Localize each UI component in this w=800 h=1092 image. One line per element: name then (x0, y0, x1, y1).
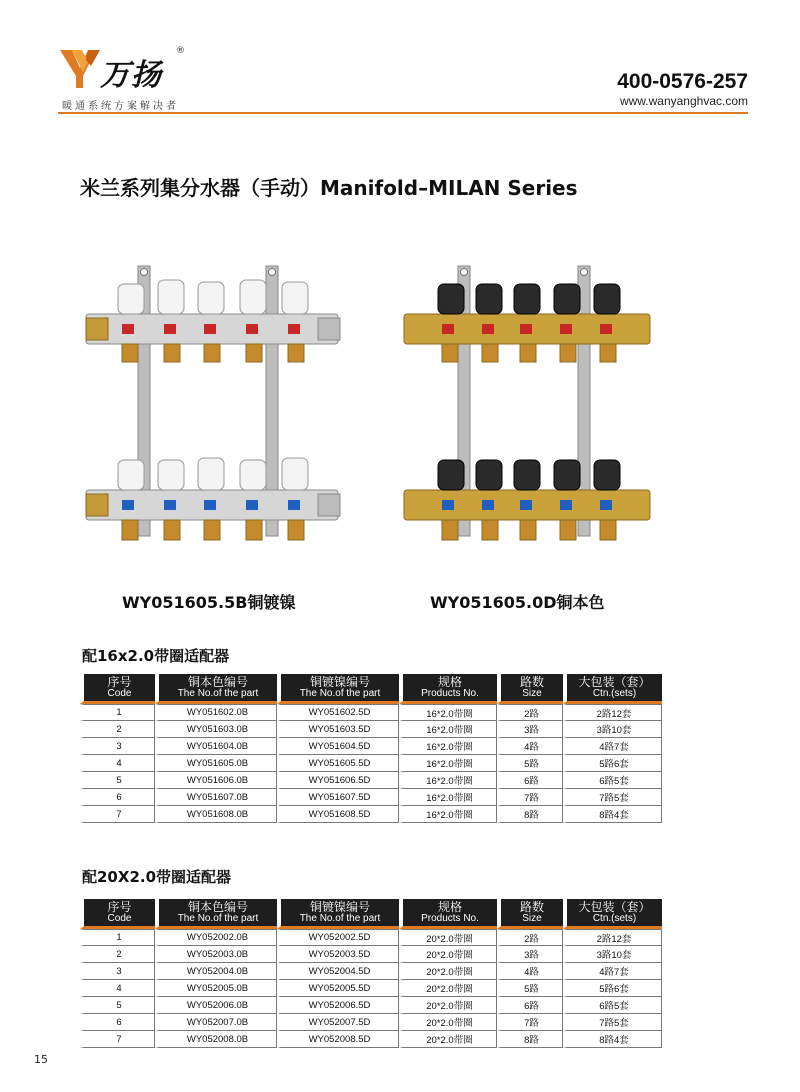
cell-spec: 20*2.0带圈 (399, 946, 497, 963)
brand-name: 万扬 (100, 58, 162, 93)
manifold-brass-image (402, 258, 658, 550)
header-cn: 序号 (107, 675, 132, 689)
cell-spec: 16*2.0带圈 (399, 789, 497, 806)
cell-spec: 20*2.0带圈 (399, 980, 497, 997)
table-row (80, 721, 662, 738)
cell-brass-part: WY052005.0B (155, 980, 277, 997)
cell-carton: 7路5套 (563, 1014, 662, 1031)
header-spec (399, 674, 497, 704)
header-cn: 大包装（套） (578, 675, 651, 689)
header-brass-part (155, 674, 277, 704)
cell-nickel-part: WY051604.5D (277, 738, 399, 755)
cell-brass-part: WY052004.0B (155, 963, 277, 980)
cell-nickel-part: WY052008.5D (277, 1031, 399, 1048)
cell-nickel-part: WY051607.5D (277, 789, 399, 806)
header-cn: 铜镀镍编号 (309, 900, 370, 914)
header-carton (563, 674, 662, 704)
cell-spec: 16*2.0带圈 (399, 704, 497, 721)
manifold-brass-illustration (404, 266, 650, 540)
header-en: The No.of the part (299, 913, 381, 924)
cell-size: 3路 (497, 946, 563, 963)
header-cn: 铜本色编号 (187, 900, 248, 914)
header-brass-part (155, 899, 277, 929)
table-header-row (80, 674, 662, 704)
cell-code: 5 (80, 772, 155, 789)
cell-code: 1 (80, 929, 155, 946)
table-row (80, 806, 662, 823)
spec-table-20 (80, 899, 662, 1048)
header-en: Code (107, 688, 132, 699)
table-title-16: 配16x2.0带圈适配器 (82, 647, 230, 665)
header-en: Products No. (421, 688, 479, 699)
cell-spec: 20*2.0带圈 (399, 929, 497, 946)
product-caption-nickel: WY051605.5B铜镀镍 (122, 593, 296, 612)
cell-nickel-part: WY052002.5D (277, 929, 399, 946)
cell-nickel-part: WY052006.5D (277, 997, 399, 1014)
cell-carton: 4路7套 (563, 738, 662, 755)
cell-code: 2 (80, 946, 155, 963)
cell-nickel-part: WY051605.5D (277, 755, 399, 772)
cell-nickel-part: WY051606.5D (277, 772, 399, 789)
header-nickel-part (277, 899, 399, 929)
header-size (497, 674, 563, 704)
table-row (80, 738, 662, 755)
header-en: Ctn.(sets) (592, 688, 637, 699)
cell-carton: 5路6套 (563, 755, 662, 772)
header-cn: 序号 (107, 900, 132, 914)
cell-carton: 2路12套 (563, 929, 662, 946)
header-cn: 规格 (437, 900, 462, 914)
table-row (80, 980, 662, 997)
table-row (80, 772, 662, 789)
cell-brass-part: WY051605.0B (155, 755, 277, 772)
header-en: Ctn.(sets) (592, 913, 637, 924)
cell-brass-part: WY052003.0B (155, 946, 277, 963)
cell-brass-part: WY051604.0B (155, 738, 277, 755)
cell-brass-part: WY052008.0B (155, 1031, 277, 1048)
cell-nickel-part: WY051603.5D (277, 721, 399, 738)
cell-brass-part: WY051606.0B (155, 772, 277, 789)
cell-carton: 5路6套 (563, 980, 662, 997)
cell-spec: 20*2.0带圈 (399, 997, 497, 1014)
cell-brass-part: WY051602.0B (155, 704, 277, 721)
cell-spec: 16*2.0带圈 (399, 772, 497, 789)
table-row (80, 946, 662, 963)
table-row (80, 1031, 662, 1048)
cell-size: 2路 (497, 929, 563, 946)
cell-nickel-part: WY052005.5D (277, 980, 399, 997)
cell-spec: 20*2.0带圈 (399, 1014, 497, 1031)
cell-spec: 20*2.0带圈 (399, 1031, 497, 1048)
cell-carton: 6路5套 (563, 772, 662, 789)
cell-size: 5路 (497, 755, 563, 772)
cell-code: 3 (80, 963, 155, 980)
product-caption-brass: WY051605.0D铜本色 (430, 593, 605, 612)
cell-spec: 20*2.0带圈 (399, 963, 497, 980)
hotline-number: 400-0576-257 (617, 70, 748, 93)
website-url[interactable]: www.wanyanghvac.com (619, 94, 748, 108)
header-en: Size (522, 688, 542, 699)
cell-code: 1 (80, 704, 155, 721)
table-row (80, 755, 662, 772)
cell-carton: 8路4套 (563, 1031, 662, 1048)
cell-brass-part: WY051607.0B (155, 789, 277, 806)
cell-brass-part: WY051608.0B (155, 806, 277, 823)
header-code (80, 674, 155, 704)
cell-code: 6 (80, 789, 155, 806)
cell-nickel-part: WY052003.5D (277, 946, 399, 963)
header-cn: 路数 (519, 900, 544, 914)
header-en: The No.of the part (299, 688, 381, 699)
cell-size: 6路 (497, 997, 563, 1014)
header-cn: 铜镀镍编号 (309, 675, 370, 689)
cell-nickel-part: WY052007.5D (277, 1014, 399, 1031)
cell-code: 4 (80, 755, 155, 772)
header-size (497, 899, 563, 929)
table-header-row (80, 899, 662, 929)
cell-spec: 16*2.0带圈 (399, 755, 497, 772)
cell-spec: 16*2.0带圈 (399, 721, 497, 738)
cell-code: 6 (80, 1014, 155, 1031)
cell-nickel-part: WY051608.5D (277, 806, 399, 823)
page-header (0, 0, 800, 118)
header-cn: 铜本色编号 (187, 675, 248, 689)
header-spec (399, 899, 497, 929)
cell-carton: 3路10套 (563, 721, 662, 738)
page-number: 15 (34, 1053, 48, 1066)
cell-carton: 6路5套 (563, 997, 662, 1014)
manifold-nickel-image (82, 258, 358, 550)
header-nickel-part (277, 674, 399, 704)
cell-code: 7 (80, 1031, 155, 1048)
registered-mark: ® (176, 46, 185, 56)
header-en: Products No. (421, 913, 479, 924)
cell-brass-part: WY051603.0B (155, 721, 277, 738)
header-divider (58, 112, 748, 114)
cell-carton: 4路7套 (563, 963, 662, 980)
cell-size: 8路 (497, 806, 563, 823)
spec-table-16 (80, 674, 662, 823)
cell-carton: 8路4套 (563, 806, 662, 823)
cell-carton: 7路5套 (563, 789, 662, 806)
table-row (80, 1014, 662, 1031)
header-cn: 路数 (519, 675, 544, 689)
cell-code: 4 (80, 980, 155, 997)
cell-size: 2路 (497, 704, 563, 721)
table-title-20: 配20X2.0带圈适配器 (82, 868, 232, 886)
header-carton (563, 899, 662, 929)
cell-size: 7路 (497, 1014, 563, 1031)
table-row (80, 789, 662, 806)
cell-nickel-part: WY052004.5D (277, 963, 399, 980)
header-cn: 大包装（套） (578, 900, 651, 914)
page-title: 米兰系列集分水器（手动）Manifold–MILAN Series (80, 176, 578, 200)
header-code (80, 899, 155, 929)
cell-size: 8路 (497, 1031, 563, 1048)
cell-size: 4路 (497, 963, 563, 980)
table-body (80, 929, 662, 1048)
brand-tagline: 暖通系统方案解决者 (62, 101, 179, 112)
cell-carton: 2路12套 (563, 704, 662, 721)
header-en: The No.of the part (177, 688, 259, 699)
cell-brass-part: WY052002.0B (155, 929, 277, 946)
cell-code: 2 (80, 721, 155, 738)
cell-brass-part: WY052006.0B (155, 997, 277, 1014)
header-cn: 规格 (437, 675, 462, 689)
table-row (80, 963, 662, 980)
header-en: Size (522, 913, 542, 924)
cell-size: 5路 (497, 980, 563, 997)
manifold-nickel-illustration (86, 266, 340, 540)
cell-code: 3 (80, 738, 155, 755)
table-body (80, 704, 662, 823)
header-en: The No.of the part (177, 913, 259, 924)
cell-brass-part: WY052007.0B (155, 1014, 277, 1031)
header-en: Code (107, 913, 132, 924)
table-row (80, 704, 662, 721)
cell-carton: 3路10套 (563, 946, 662, 963)
cell-nickel-part: WY051602.5D (277, 704, 399, 721)
table-row (80, 997, 662, 1014)
table-row (80, 929, 662, 946)
cell-size: 3路 (497, 721, 563, 738)
cell-code: 5 (80, 997, 155, 1014)
cell-spec: 16*2.0带圈 (399, 738, 497, 755)
cell-size: 4路 (497, 738, 563, 755)
cell-size: 7路 (497, 789, 563, 806)
cell-size: 6路 (497, 772, 563, 789)
cell-spec: 16*2.0带圈 (399, 806, 497, 823)
cell-code: 7 (80, 806, 155, 823)
